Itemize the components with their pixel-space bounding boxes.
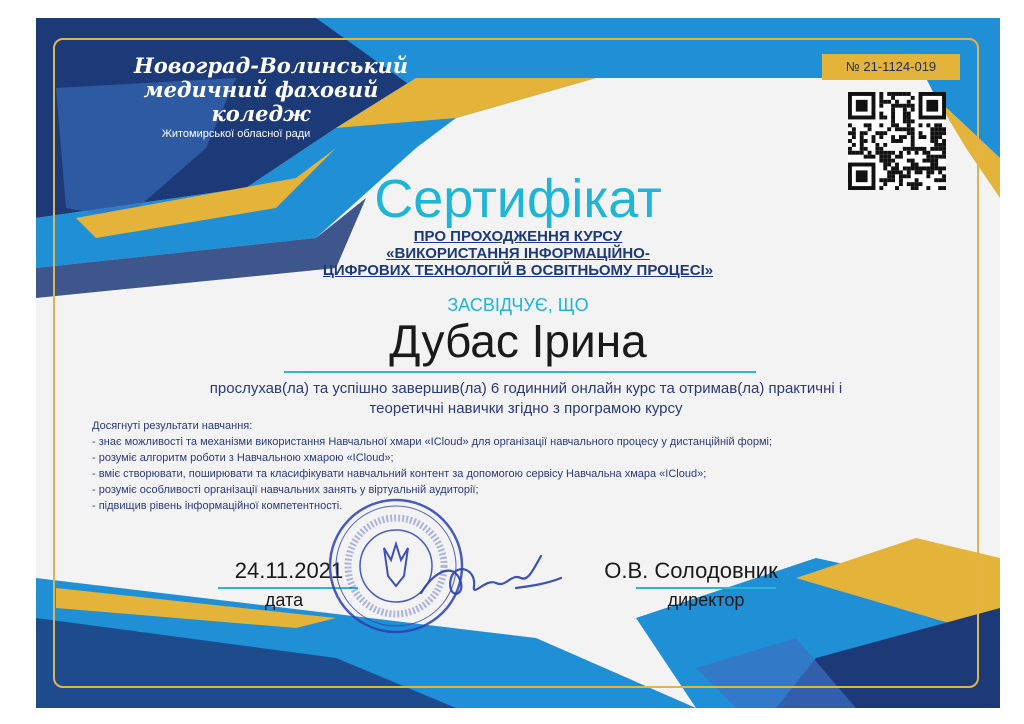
logo-line-3: Житомирської обласної ради	[161, 128, 311, 140]
certificate-title: Сертифікат	[374, 169, 662, 229]
result-item: - розуміє алгоритм роботи з Навчальною хмарою «ICloud»;	[92, 452, 394, 464]
course-description	[156, 379, 896, 419]
results-heading: Досягнуті результати навчання:	[92, 420, 253, 432]
subtitle-line-1: ПРО ПРОХОДЖЕННЯ КУРСУ	[413, 228, 623, 245]
recipient-name: Дубас Ірина	[389, 315, 647, 367]
result-item: - підвищив рівень інформаційної компетентності.	[92, 500, 343, 512]
certificate	[36, 18, 1000, 708]
description-line-1: прослухав(ла) та успішно завершив(ла) 6 годинний онлайн курс та отримав(ла) практичні і	[209, 380, 843, 397]
director-label: директор	[667, 590, 745, 610]
college-logo	[106, 54, 426, 140]
director-underline	[636, 587, 776, 589]
director-name: О.В. Солодовник	[604, 558, 778, 583]
subtitle-line-2: «ВИКОРИСТАННЯ ІНФОРМАЦІЙНО-	[386, 245, 650, 262]
director-signature	[416, 548, 566, 608]
result-item: - розуміє особливості організації навчальних занять у віртуальній аудиторії;	[92, 484, 479, 496]
logo-line-2: медичний фаховий коледж	[143, 77, 379, 126]
result-item: - вміє створювати, поширювати та класифікувати навчальний контент за допомогою сервісу Навчальна хмара «ICloud»;	[92, 468, 707, 480]
issue-date: 24.11.2021	[234, 558, 344, 583]
certificate-number: № 21-1124-019	[822, 54, 960, 80]
result-item: - знає можливості та механізми використання Навчальної хмари «ICloud» для організації навчального процесу у дистанційній формі;	[92, 436, 773, 448]
learning-results	[92, 418, 932, 514]
logo-line-1: Новоград-Волинський	[133, 53, 409, 78]
certifies-text: ЗАСВІДЧУЄ, ЩО	[447, 295, 589, 315]
subtitle-line-3: ЦИФРОВИХ ТЕХНОЛОГІЙ В ОСВІТНЬОМУ ПРОЦЕСІ»	[322, 262, 714, 279]
description-line-2: теоретичні навички згідно з програмою курсу	[369, 400, 683, 417]
name-underline	[284, 371, 756, 373]
course-subtitle	[36, 228, 1000, 279]
date-label: дата	[264, 590, 304, 610]
